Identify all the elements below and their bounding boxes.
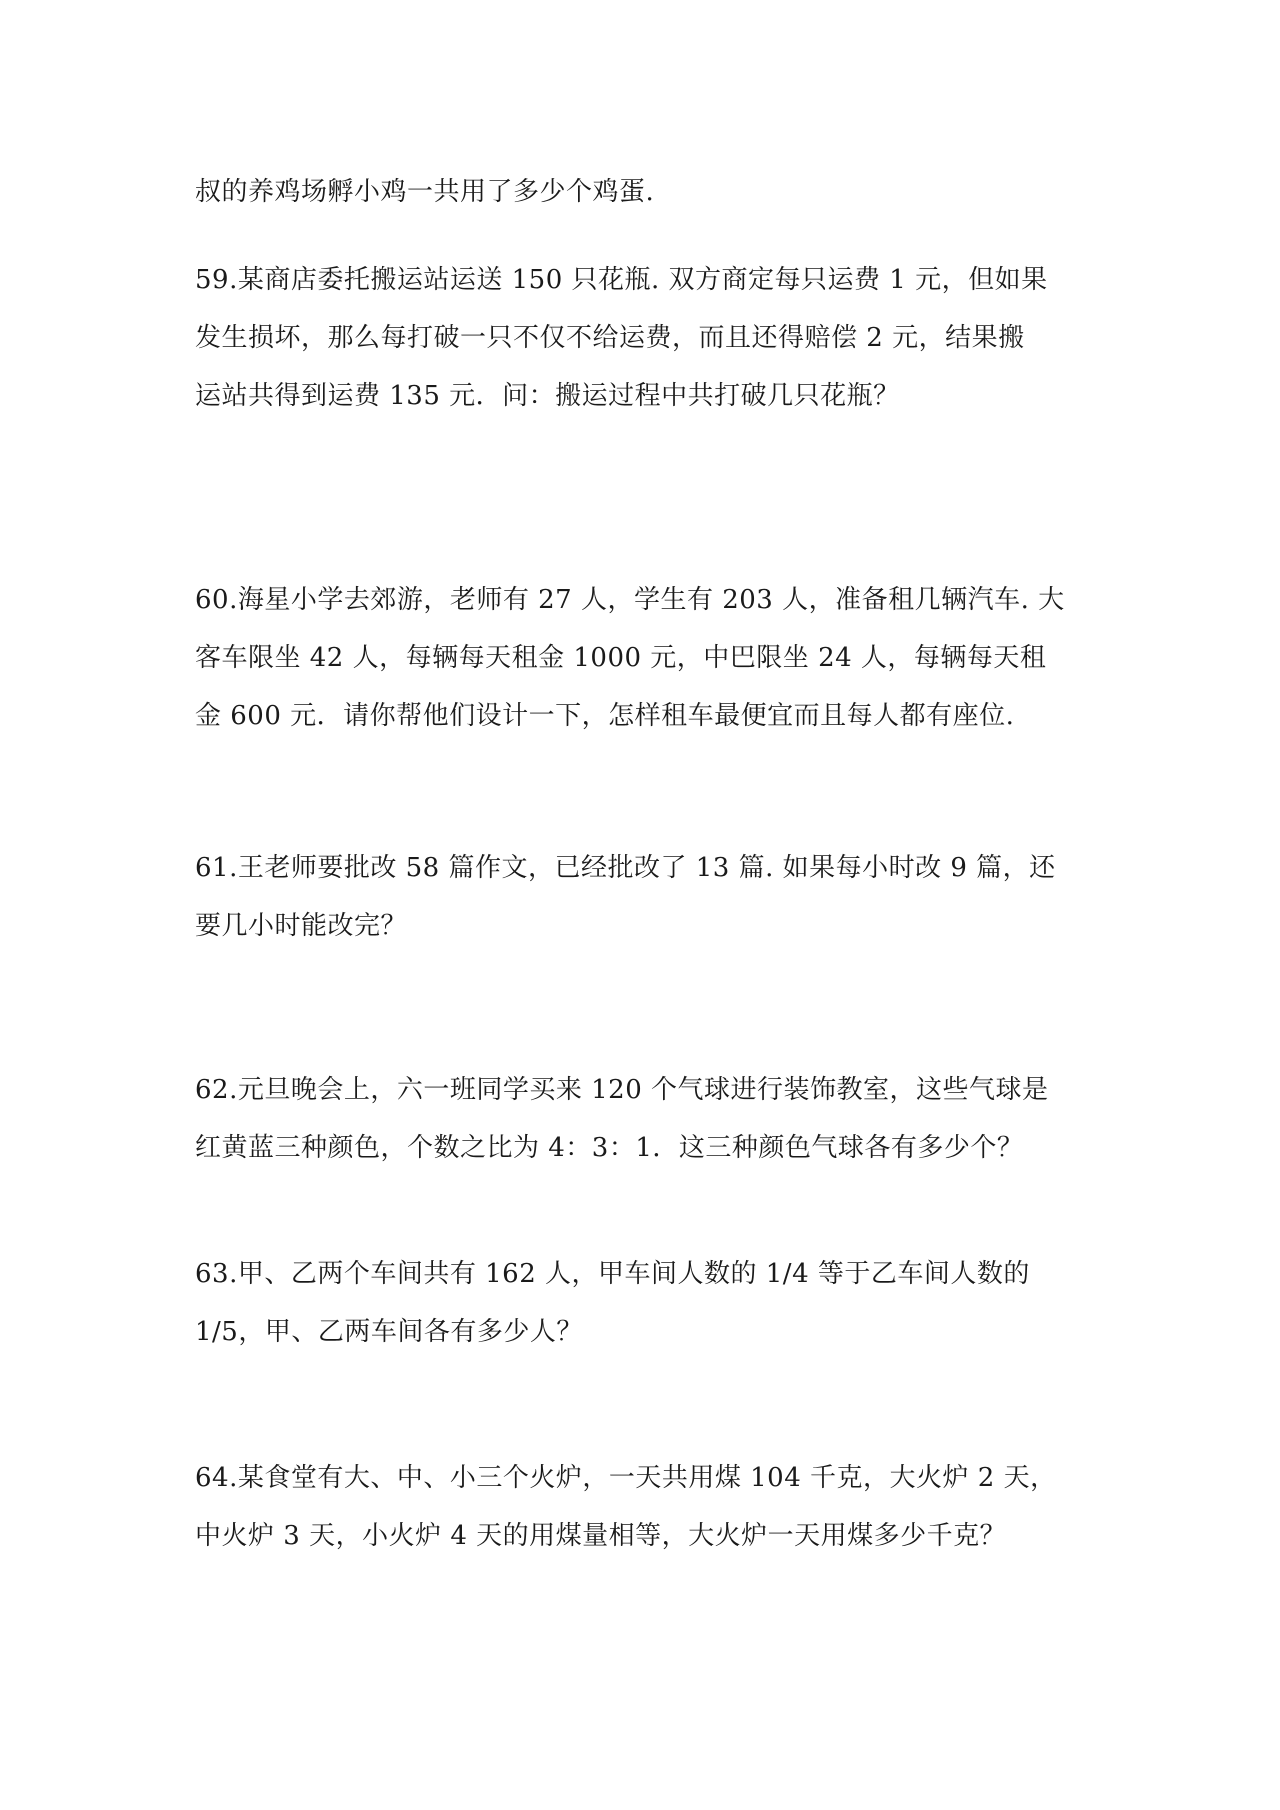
problem-61-line-2: 要几小时能改完？ [195,911,408,941]
problem-61-line-1: 61.王老师要批改 58 篇作文，已经批改了 13 篇. 如果每小时改 9 篇，还 [195,853,1056,883]
problem-64-line-2: 中火炉 3 天，小火炉 4 天的用煤量相等，大火炉一天用煤多少千克？ [195,1521,1007,1551]
problem-63-line-1: 63.甲、乙两个车间共有 162 人，甲车间人数的 1/4 等于乙车间人数的 [195,1259,1030,1289]
problem-62-line-2: 红黄蓝三种颜色，个数之比为 4：3：1．这三种颜色气球各有多少个？ [195,1133,1024,1163]
problem-60-line-2: 客车限坐 42 人，每辆每天租金 1000 元，中巴限坐 24 人，每辆每天租 [195,643,1047,673]
problem-63-line-2: 1/5，甲、乙两车间各有多少人？ [195,1317,583,1347]
problem-64-line-1: 64.某食堂有大、中、小三个火炉，一天共用煤 104 千克，大火炉 2 天， [195,1463,1057,1493]
problem-60-line-1: 60.海星小学去郊游，老师有 27 人，学生有 203 人，准备租几辆汽车. 大 [195,585,1065,615]
problem-60-line-3: 金 600 元．请你帮他们设计一下，怎样租车最便宜而且每人都有座位. [195,701,1015,731]
problem-62-line-1: 62.元旦晚会上，六一班同学买来 120 个气球进行装饰教室，这些气球是 [195,1075,1049,1105]
continuation-line: 叔的养鸡场孵小鸡一共用了多少个鸡蛋. [195,177,655,207]
problem-59-line-3: 运站共得到运费 135 元．问：搬运过程中共打破几只花瓶？ [195,381,900,411]
problem-59-line-2: 发生损坏，那么每打破一只不仅不给运费，而且还得赔偿 2 元，结果搬 [195,323,1025,353]
problem-59-line-1: 59.某商店委托搬运站运送 150 只花瓶. 双方商定每只运费 1 元，但如果 [195,265,1048,295]
